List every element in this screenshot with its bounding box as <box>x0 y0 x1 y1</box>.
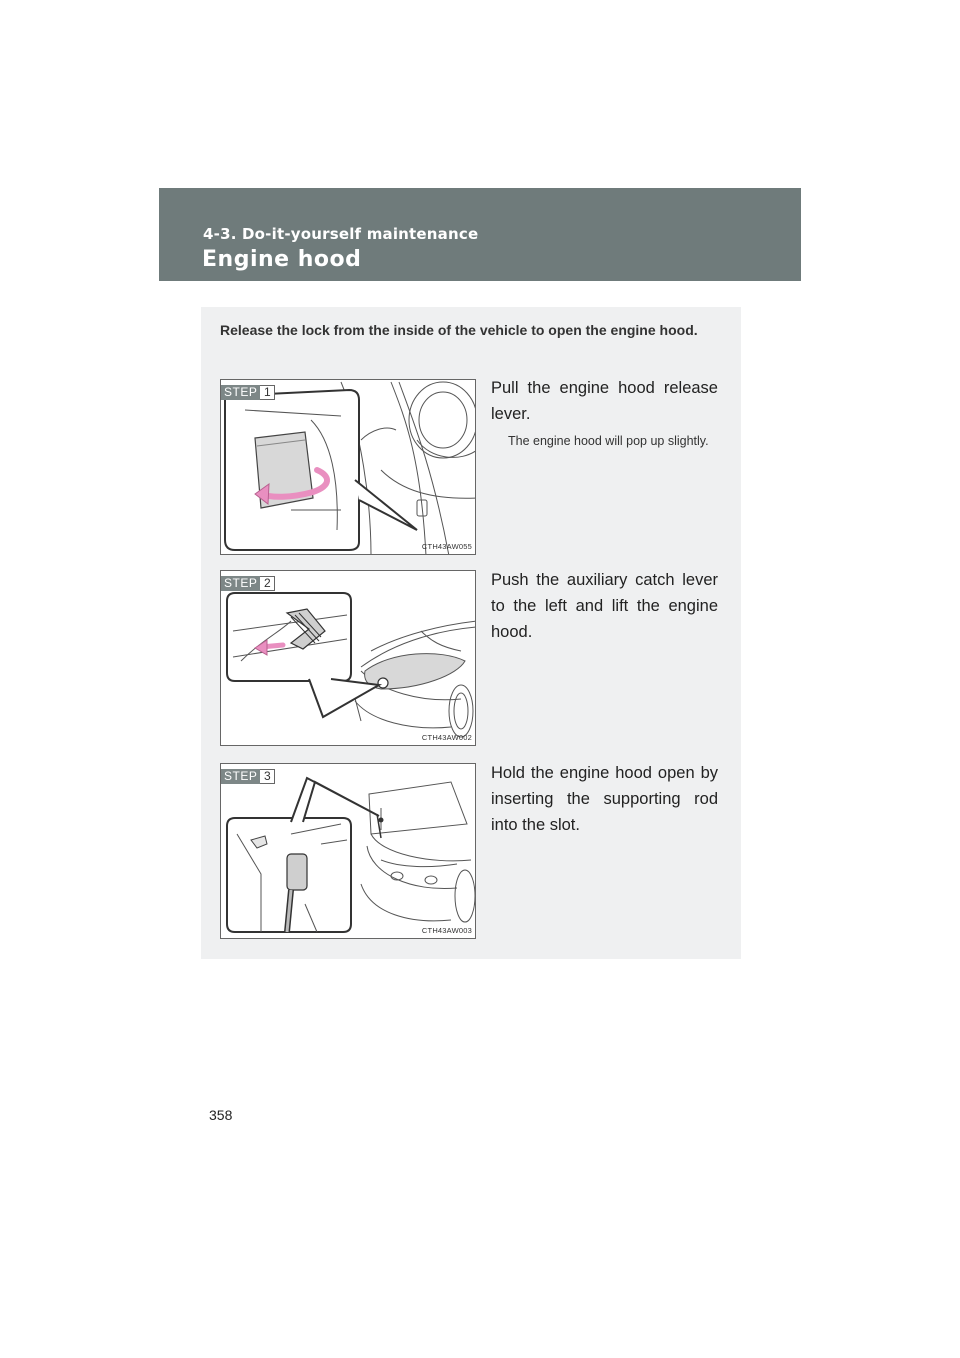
step-2-instruction: Push the auxiliary catch lever to the left and lift the engine hood. <box>491 571 718 641</box>
step-3-illustration <box>220 763 476 939</box>
support-rod-illustration <box>221 764 476 939</box>
step-3-badge: STEP 3 <box>221 769 275 784</box>
figure-code: CTH43AW003 <box>421 926 472 935</box>
page-title: Engine hood <box>202 247 362 272</box>
intro-text: Release the lock from the inside of the vehicle to open the engine hood. <box>220 322 698 338</box>
step-1-illustration <box>220 379 476 555</box>
auxiliary-catch-illustration <box>221 571 476 746</box>
step-3-instruction: Hold the engine hood open by inserting the supporting rod into the slot. <box>491 764 718 834</box>
step-1-note: The engine hood will pop up slightly. <box>508 434 709 448</box>
section-label: 4-3. Do-it-yourself maintenance <box>203 225 479 243</box>
hood-release-lever-illustration <box>221 380 476 555</box>
instructions-panel <box>201 307 741 959</box>
page-number: 358 <box>209 1107 233 1123</box>
step-1-instruction: Pull the engine hood release lever. <box>491 379 718 423</box>
step-2-illustration <box>220 570 476 746</box>
section-header <box>159 188 801 281</box>
step-2-badge: STEP 2 <box>221 576 275 591</box>
figure-code: CTH43AW055 <box>421 542 472 551</box>
step-1-badge: STEP 1 <box>221 385 275 400</box>
figure-code: CTH43AW002 <box>421 733 472 742</box>
